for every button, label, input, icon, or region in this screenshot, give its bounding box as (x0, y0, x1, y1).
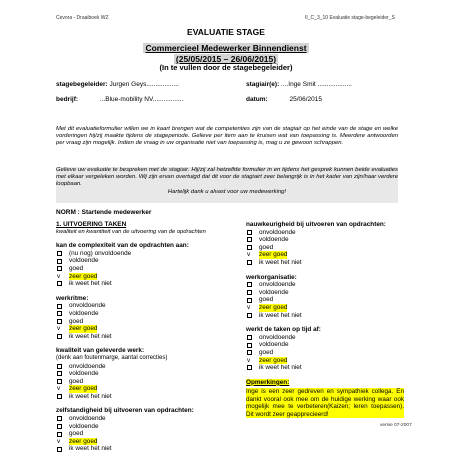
option-label: goed (69, 430, 84, 438)
checkbox-icon[interactable] (247, 237, 252, 242)
section-title: werkt de taken op tijd af: (246, 326, 321, 334)
option-label: ik weet het niet (259, 258, 302, 266)
option-label: voldoende (259, 236, 289, 244)
option-label: voldoende (69, 257, 99, 265)
checkbox-icon[interactable] (247, 290, 252, 295)
checkbox-icon[interactable] (247, 335, 252, 340)
rating-option[interactable] (246, 251, 404, 259)
checkbox-icon[interactable] (57, 371, 62, 376)
option-label: goed (259, 243, 274, 251)
checkbox-icon[interactable] (247, 365, 252, 370)
thanks-text: Hartelijk dank u alvast voor uw medewerking! (167, 189, 287, 195)
rating-option[interactable] (56, 393, 221, 401)
check-mark[interactable]: v (57, 272, 61, 280)
checkbox-icon[interactable] (57, 416, 62, 421)
option-label: zeer goed (259, 251, 288, 259)
checkbox-icon[interactable] (57, 251, 62, 256)
checkbox-icon[interactable] (57, 259, 62, 264)
document-title: EVALUATIE STAGE (187, 27, 265, 37)
option-label: onvoldoende (69, 415, 106, 423)
rating-option[interactable] (56, 310, 221, 318)
section-title: kan de complexiteit van de opdrachten aan: (56, 242, 189, 250)
rating-option[interactable] (56, 423, 221, 431)
option-label: goed (259, 296, 274, 304)
rating-option[interactable] (56, 318, 221, 326)
instruction-paragraph (56, 167, 398, 196)
rating-option[interactable] (246, 312, 404, 320)
header-left: Cevora - Draaiboek WZ (56, 15, 109, 21)
section-note: (denk aan foutenmarge, aantal correcties) (56, 354, 168, 361)
left-column (56, 221, 221, 452)
evaluation-section (56, 221, 221, 235)
stagebegeleider-label: stagebegeleider: (56, 81, 108, 88)
fill-instruction: (In te vullen door de stagebegeleider) (159, 63, 293, 72)
checkbox-icon[interactable] (57, 319, 62, 324)
option-label: voldoende (259, 341, 289, 349)
rating-option[interactable] (56, 265, 221, 273)
checkbox-icon[interactable] (247, 313, 252, 318)
rating-option[interactable] (56, 370, 221, 378)
checkbox-icon[interactable] (247, 350, 252, 355)
option-label: zeer goed (69, 437, 98, 445)
rating-option[interactable] (246, 357, 404, 365)
rating-option[interactable] (56, 445, 221, 452)
intro-paragraph: Met dit evaluatieformulier willen we in kaart brengen wat de competenties zijn van de stagiair op het einde van de stage en welke vorderingen hij/zij maakte tijdens de stageperiode. Gelieve per item aan te kruisen wat van toepassing is. Meerdere antwoorden per vraag zijn mogelijk. Indien de vraag in uw organisatie niet van toepassing is, mag u ze gewoon schrappen. (56, 126, 398, 146)
evaluation-section (246, 274, 404, 320)
field-bedrijf (56, 96, 183, 103)
rating-option[interactable] (246, 341, 404, 349)
stage-period: (25/05/2015 – 26/06/2015) (175, 54, 277, 64)
option-label: ik weet het niet (69, 392, 112, 400)
section-title: nauwkeurigheid bij uitvoeren van opdrachten: (246, 221, 386, 228)
rating-option[interactable] (56, 325, 221, 333)
check-mark[interactable]: v (57, 385, 61, 393)
option-label: ik weet het niet (69, 280, 112, 288)
stagiair-label: stagiair(e): (246, 81, 280, 88)
checkbox-icon[interactable] (57, 424, 62, 429)
option-label: goed (69, 317, 84, 325)
evaluation-section (56, 295, 221, 341)
evaluation-section (246, 221, 404, 267)
document-subtitle: Commercieel Medewerker Binnendienst (145, 43, 307, 53)
checkbox-icon[interactable] (57, 364, 62, 369)
stagebegeleider-value: Jurgen Geys.................. (109, 81, 179, 88)
rating-option[interactable] (56, 273, 221, 281)
check-mark[interactable]: v (247, 356, 251, 364)
rating-option[interactable] (56, 363, 221, 371)
checkbox-icon[interactable] (57, 266, 62, 271)
checkbox-icon[interactable] (247, 298, 252, 303)
rating-option[interactable] (246, 304, 404, 312)
check-mark[interactable]: v (247, 303, 251, 311)
checkbox-icon[interactable] (57, 281, 62, 286)
checkbox-icon[interactable] (57, 304, 62, 309)
option-label: onvoldoende (259, 333, 296, 341)
option-label: voldoende (69, 422, 99, 430)
rating-option[interactable] (56, 430, 221, 438)
stagiair-value: ....Inge Smit ................... (281, 81, 352, 88)
checkbox-icon[interactable] (247, 245, 252, 250)
field-stagebegeleider (56, 81, 179, 88)
checkbox-icon[interactable] (57, 394, 62, 399)
field-datum (246, 96, 322, 103)
checkbox-icon[interactable] (247, 230, 252, 235)
rating-option[interactable] (246, 349, 404, 357)
checkbox-icon[interactable] (57, 334, 62, 339)
option-label: zeer goed (69, 272, 98, 280)
rating-option[interactable] (56, 302, 221, 310)
remarks-text[interactable]: Inge is een zeer gedreven en sympathiek collega. En dankt vooral ook mee om de huidige werking waar ook mogelijk mee te verbeteren(Kaizen; leren toepassen). Dit wordt zeer geapprecieerd! (246, 388, 404, 418)
option-label: zeer goed (69, 385, 98, 393)
instruction-text: Gelieve uw evaluatie te bespreken met de stagiair. Hij/zij zal hetzelfde formulier in en tijdens het gesprek kunnen beide evaluaties met elkaar vergeleken worden. Wij zijn ervan overtuigd dat dit voor de stagiairt zeer belangrijk is in het kader van zijn/haar verdere loopbaan. (56, 167, 398, 187)
evaluation-section (56, 347, 221, 400)
datum-label: datum: (246, 96, 268, 103)
checkbox-icon[interactable] (57, 379, 62, 384)
norm-label: NORM : Startende medewerker (56, 209, 152, 216)
right-column (246, 221, 404, 418)
rating-option[interactable] (246, 229, 404, 237)
section-title: zelfstandigheid bij uitvoeren van opdrachten: (56, 407, 194, 415)
rating-option[interactable] (246, 259, 404, 267)
checkbox-icon[interactable] (247, 282, 252, 287)
header-right: II_C_3_10 Evaluatie stage-begeleider_S (305, 15, 395, 21)
rating-option[interactable] (246, 281, 404, 289)
rating-option[interactable] (56, 257, 221, 265)
section-title: werkritme: (56, 294, 89, 302)
datum-value: 25/06/2015 (289, 96, 323, 103)
evaluation-section (56, 407, 221, 452)
evaluation-section (246, 326, 404, 372)
rating-option[interactable] (246, 296, 404, 304)
option-label: (nu nog) onvoldoende (69, 249, 132, 257)
check-mark[interactable]: v (57, 325, 61, 333)
option-label: zeer goed (259, 303, 288, 311)
option-label: onvoldoende (259, 281, 296, 289)
option-label: ik weet het niet (259, 311, 302, 319)
section-title: 1. UITVOERING TAKEN (56, 221, 127, 228)
rating-option[interactable] (56, 333, 221, 341)
remarks-title: Opmerkingen: (246, 378, 290, 386)
bedrijf-label: bedrijf: (56, 96, 79, 103)
section-title: werkorganisatie: (246, 273, 297, 281)
rating-option[interactable] (56, 378, 221, 386)
option-label: zeer goed (69, 325, 98, 333)
bedrijf-value: ...Blue-mobility NV................. (99, 96, 184, 103)
option-label: voldoende (69, 370, 99, 378)
rating-option[interactable] (56, 385, 221, 393)
option-label: onvoldoende (259, 228, 296, 236)
checkbox-icon[interactable] (247, 260, 252, 265)
section-title: kwaliteit van geleverde werk: (56, 347, 145, 355)
rating-option[interactable] (246, 236, 404, 244)
checkbox-icon[interactable] (57, 432, 62, 437)
checkbox-icon[interactable] (57, 447, 62, 452)
checkbox-icon[interactable] (247, 343, 252, 348)
option-label: goed (69, 377, 84, 385)
rating-option[interactable] (56, 250, 221, 258)
option-label: onvoldoende (69, 362, 106, 370)
rating-option[interactable] (56, 280, 221, 288)
option-label: ik weet het niet (259, 364, 302, 372)
rating-option[interactable] (56, 438, 221, 446)
section-subtitle: kwaliteit en kwantiteit van de uitvoering van de opdrachten (56, 228, 206, 235)
field-stagiair (246, 81, 352, 88)
rating-option[interactable] (246, 334, 404, 342)
rating-option[interactable] (246, 289, 404, 297)
check-mark[interactable]: v (247, 251, 251, 259)
option-label: voldoende (69, 309, 99, 317)
option-label: ik weet het niet (69, 332, 112, 340)
option-label: ik weet het niet (69, 445, 112, 452)
rating-option[interactable] (246, 244, 404, 252)
rating-option[interactable] (56, 415, 221, 423)
option-label: voldoende (259, 288, 289, 296)
checkbox-icon[interactable] (57, 311, 62, 316)
version-footer: versie 07-2007 (380, 423, 412, 428)
evaluation-section (56, 242, 221, 288)
option-label: goed (69, 264, 84, 272)
option-label: zeer goed (259, 356, 288, 364)
option-label: onvoldoende (69, 302, 106, 310)
rating-option[interactable] (246, 364, 404, 372)
check-mark[interactable]: v (57, 437, 61, 445)
option-label: goed (259, 348, 274, 356)
